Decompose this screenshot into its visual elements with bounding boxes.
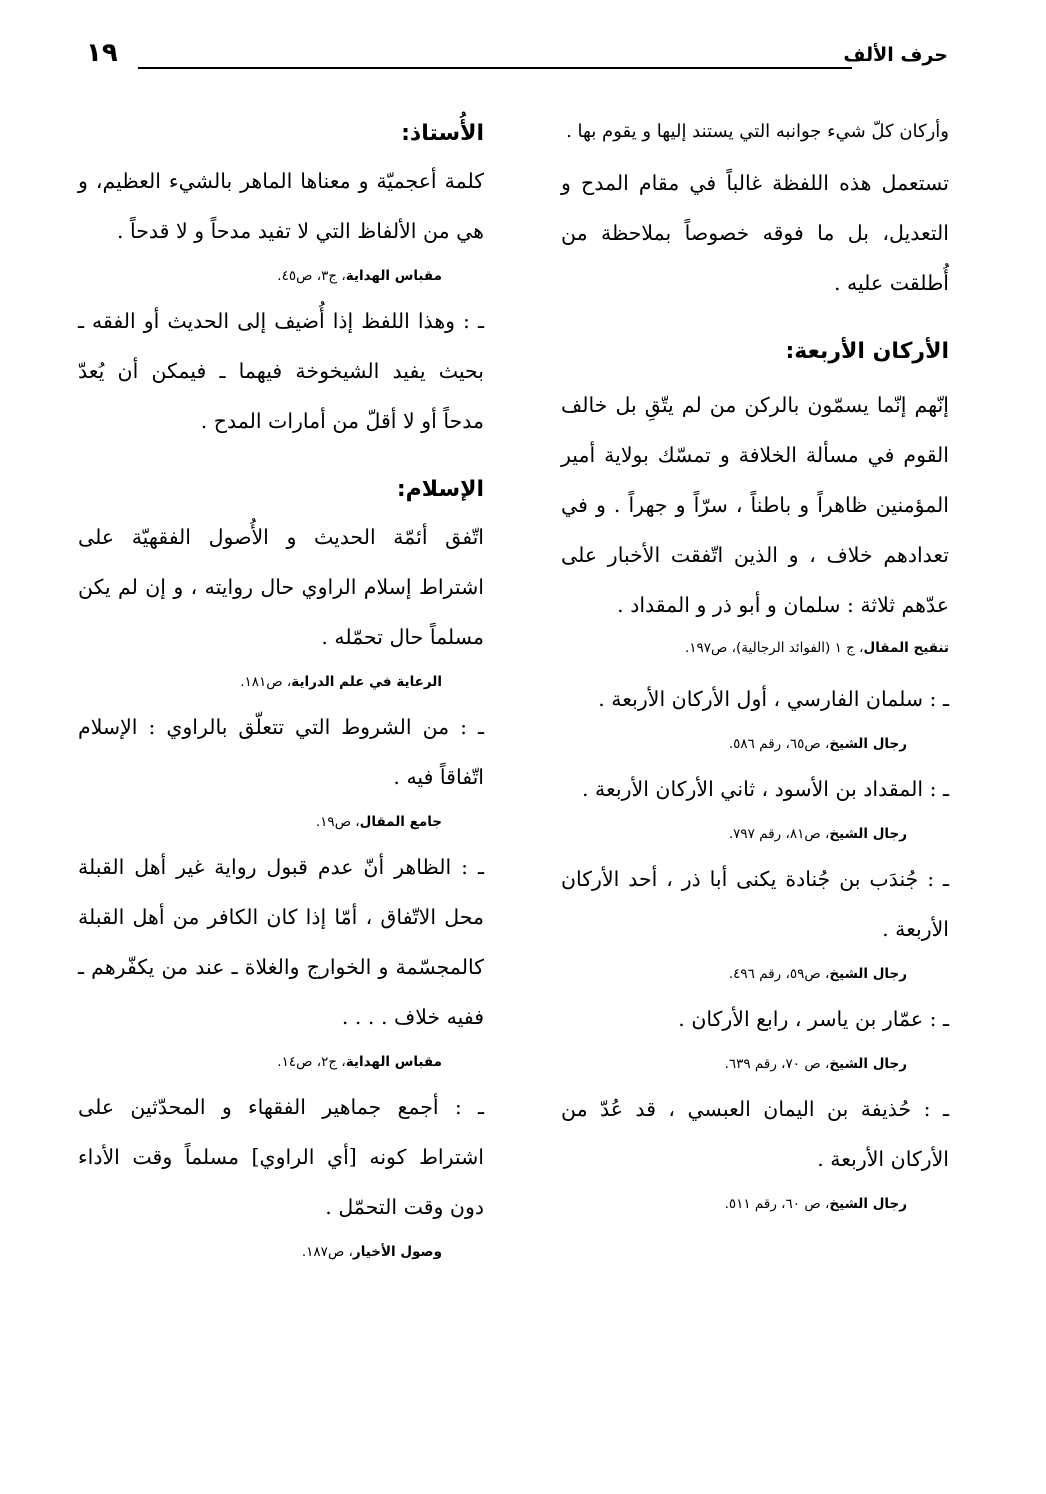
- arkan-intro-source: [561, 630, 949, 666]
- islam-entry-2: [78, 842, 484, 1082]
- entry-source: [78, 1042, 484, 1082]
- source-title: رجال الشيخ: [829, 1056, 907, 1072]
- arkan-entry-3: [561, 854, 949, 994]
- source-ref: ، ص٨١، رقم ٧٩٧.: [728, 826, 830, 842]
- entry-text: ـ : عمّار بن ياسر ، رابع الأركان .: [678, 1007, 949, 1031]
- definition-intro: وأركان كلّ شيء جوانبه التي يستند إليها و يقوم بها .: [566, 121, 949, 142]
- entry-text: ـ : الظاهر أنّ عدم قبول رواية غير أهل القبلة محل الاتّفاق ، أمّا إذا كان الكافر من أهل القبلة كالمجسّمة و الخوارج والغلاة ـ عند من يكفّرهم ـ ففيه خلاف . . . .: [78, 855, 484, 1029]
- source-title: وصول الأخيار: [352, 1244, 442, 1260]
- source-ref: ، ج ١ (الفوائد الرجالية)، ص١٩٧.: [684, 640, 864, 656]
- source-ref: ، ج٢، ص١٤.: [277, 1054, 346, 1070]
- section-heading-ustadh: الأُستاذ:: [401, 121, 484, 146]
- source-ref: ، ص١٩.: [315, 814, 360, 830]
- source-title: جامع المقال: [359, 814, 442, 830]
- islam-intro-source: [78, 662, 484, 702]
- entry-source: [78, 1232, 484, 1272]
- source-ref: ، ص ٦٠، رقم ٥١١.: [724, 1196, 830, 1212]
- ustadh-definition-source: [78, 256, 484, 296]
- ustadh-note: ـ : وهذا اللفظ إذا أُضيف إلى الحديث أو الفقه ـ بحيث يفيد الشيخوخة فيهما ـ فيمكن أن يُعدّ مدحاً أو لا أقلّ من أمارات المدح .: [78, 309, 484, 433]
- entry-source: [561, 954, 949, 994]
- source-title: رجال الشيخ: [829, 1196, 907, 1212]
- source-ref: ، ص ٧٠، رقم ٦٣٩.: [724, 1056, 830, 1072]
- source-ref: ، ص١٨٧.: [301, 1244, 353, 1260]
- source-title: تنقيح المقال: [863, 640, 949, 656]
- entry-text: ـ : جُندَب بن جُنادة يكنى أبا ذر ، أحد الأركان الأربعة .: [561, 867, 949, 941]
- ustadh-definition: كلمة أعجميّة و معناها الماهر بالشيء العظيم، و هي من الألفاظ التي لا تفيد مدحاً و لا قدحاً .: [78, 169, 484, 243]
- entry-text: ـ : أجمع جماهير الفقهاء و المحدّثين على اشتراط كونه [أي الراوي] مسلماً وقت الأداء دون وقت التحمّل .: [78, 1095, 484, 1219]
- source-title: الرعاية في علم الدراية: [291, 674, 442, 690]
- entry-text: ـ : سلمان الفارسي ، أول الأركان الأربعة .: [598, 687, 949, 711]
- entry-text: ـ : المقداد بن الأسود ، ثاني الأركان الأربعة .: [582, 777, 949, 801]
- islam-entry-3: [78, 1082, 484, 1272]
- arkan-entry-5: [561, 1084, 949, 1224]
- header-title: حرف الألف: [843, 44, 948, 66]
- section-heading-arkan: الأركان الأربعة:: [785, 339, 949, 364]
- entry-source: [561, 724, 949, 764]
- entry-text: ـ : حُذيفة بن اليمان العبسي ، قد عُدّ من الأركان الأربعة .: [561, 1097, 949, 1171]
- source-title: رجال الشيخ: [829, 826, 907, 842]
- entry-source: [561, 1044, 949, 1084]
- source-ref: ، ج٣، ص٤٥.: [277, 268, 346, 284]
- source-title: رجال الشيخ: [829, 966, 907, 982]
- section-heading-islam: الإسلام:: [396, 477, 484, 502]
- page-number: ١٩: [86, 38, 118, 68]
- definition-usage: تستعمل هذه اللفظة غالباً في مقام المدح و التعديل، بل ما فوقه خصوصاً بملاحظة من أُطلقت عليه .: [561, 171, 949, 295]
- source-title: مقباس الهداية: [345, 1054, 442, 1070]
- entry-source: [561, 1184, 949, 1224]
- source-ref: ، ص٥٩، رقم ٤٩٦.: [728, 966, 830, 982]
- entry-source: [561, 814, 949, 854]
- source-title: رجال الشيخ: [829, 736, 907, 752]
- arkan-entry-1: [561, 674, 949, 764]
- right-column: [561, 112, 949, 1224]
- arkan-intro: إنّهم إنّما يسمّون بالركن من لم يتّقِ بل خالف القوم في مسألة الخلافة و تمسّك بولاية أمير المؤمنين ظاهراً و باطناً ، سرّاً و جهراً . و في تعدادهم خلاف ، و الذين اتّفقت الأخبار على عدّهم ثلاثة : سلمان و أبو ذر و المقداد .: [561, 393, 949, 617]
- arkan-entry-2: [561, 764, 949, 854]
- entry-source: [78, 802, 484, 842]
- running-header: [86, 38, 948, 82]
- header-rule: [138, 67, 852, 69]
- entry-text: ـ : من الشروط التي تتعلّق بالراوي : الإسلام اتّفاقاً فيه .: [78, 715, 484, 789]
- source-ref: ، ص١٨١.: [240, 674, 292, 690]
- arkan-entry-4: [561, 994, 949, 1084]
- left-column: [78, 112, 484, 1272]
- source-ref: ، ص٦٥، رقم ٥٨٦.: [728, 736, 830, 752]
- islam-intro: اتّفق أئمّة الحديث و الأُصول الفقهيّة على اشتراط إسلام الراوي حال روايته ، و إن لم يكن مسلماً حال تحمّله .: [78, 525, 484, 649]
- islam-entry-1: [78, 702, 484, 842]
- source-title: مقباس الهداية: [345, 268, 442, 284]
